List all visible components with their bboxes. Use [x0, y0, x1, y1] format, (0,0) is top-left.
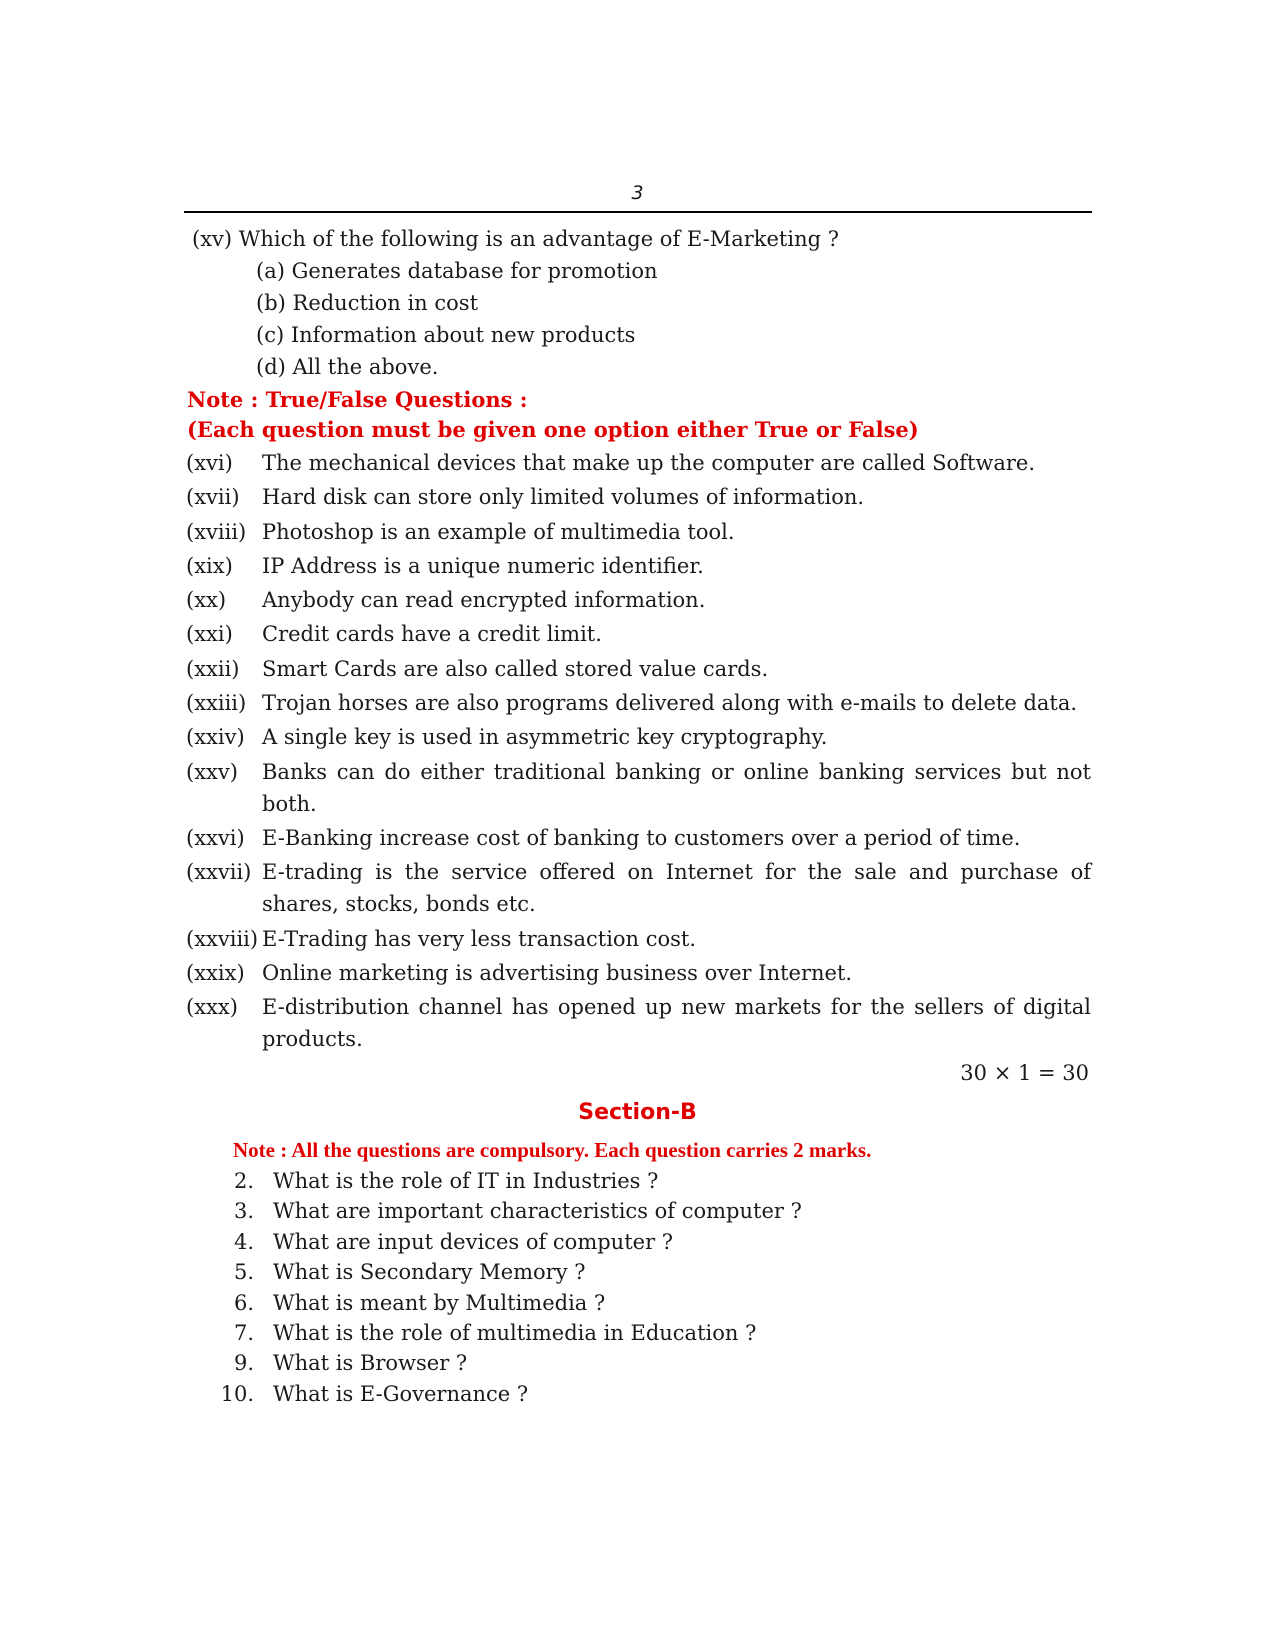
item-text: Online marketing is advertising business over Internet. [262, 960, 853, 985]
list-item [186, 618, 1091, 650]
list-item [186, 991, 1091, 1055]
option-b: (b) Reduction in cost [256, 291, 479, 315]
item-text: What is E-Governance ? [273, 1381, 529, 1406]
list-item [186, 822, 1091, 854]
item-text: What is Browser ? [273, 1351, 468, 1376]
item-number: (xxx) [186, 995, 238, 1020]
item-number: 9. [233, 1351, 254, 1376]
item-text: What is the role of IT in Industries ? [273, 1169, 659, 1193]
item-text: The mechanical devices that make up the computer are called Software. [262, 451, 1036, 475]
section-a-marks: 30 × 1 = 30 [960, 1061, 1089, 1085]
list-item [214, 1257, 802, 1287]
item-number: (xviii) [186, 519, 247, 544]
item-number: (xx) [186, 588, 227, 613]
list-item [214, 1379, 802, 1409]
item-number: 7. [233, 1320, 254, 1345]
list-item [186, 756, 1091, 820]
item-number: (xxii) [186, 656, 240, 681]
item-number: (xxvi) [186, 825, 245, 850]
list-item [186, 584, 1091, 616]
item-text: Banks can do either traditional banking or online banking services but not both. [262, 759, 1091, 816]
item-text: E-Trading has very less transaction cost. [262, 926, 697, 951]
item-text: What is meant by Multimedia ? [273, 1290, 606, 1315]
list-item [214, 1166, 802, 1196]
list-item [214, 1227, 802, 1257]
list-item [214, 1348, 802, 1378]
item-number: (xxi) [186, 622, 233, 647]
tf-note-heading: Note : True/False Questions : [187, 387, 528, 412]
item-number: (xxv) [186, 759, 238, 784]
list-item [186, 687, 1091, 719]
item-text: What is the role of multimedia in Education ? [273, 1320, 757, 1345]
item-text: Hard disk can store only limited volumes of information. [262, 485, 865, 510]
item-number: (xxviii) [186, 926, 259, 951]
item-number: 10. [220, 1381, 254, 1406]
list-item [186, 856, 1091, 920]
list-item [186, 721, 1091, 753]
item-text: E-distribution channel has opened up new markets for the sellers of digital products. [262, 995, 1091, 1052]
section-b-title: Section-B [578, 1100, 697, 1125]
item-text: Photoshop is an example of multimedia tool. [262, 519, 735, 544]
item-text: E-trading is the service offered on Internet for the sale and purchase of shares, stocks, bonds etc. [262, 860, 1091, 917]
true-false-list [186, 447, 1091, 1057]
list-item [186, 653, 1091, 685]
item-text: What are important characteristics of computer ? [273, 1199, 802, 1224]
list-item [186, 447, 1091, 479]
question-xv-title: (xv) Which of the following is an advantage of E-Marketing ? [192, 227, 839, 251]
item-number: (xix) [186, 553, 233, 578]
list-item [186, 957, 1091, 989]
item-text: Smart Cards are also called stored value cards. [262, 656, 769, 681]
list-item [186, 550, 1091, 582]
item-text: A single key is used in asymmetric key cryptography. [262, 725, 828, 750]
header-rule [184, 211, 1092, 213]
list-item [186, 481, 1091, 513]
item-text: What is Secondary Memory ? [273, 1260, 586, 1285]
option-c: (c) Information about new products [256, 323, 636, 347]
option-a: (a) Generates database for promotion [256, 259, 658, 283]
item-number: (xxiv) [186, 725, 245, 750]
item-number: (xvi) [186, 451, 233, 475]
item-text: Trojan horses are also programs delivered along with e-mails to delete data. [262, 691, 1078, 716]
tf-note-instruction: (Each question must be given one option either True or False) [187, 417, 919, 442]
item-number: 6. [233, 1290, 254, 1315]
section-b-question-list [214, 1166, 802, 1409]
item-number: (xxvii) [186, 860, 252, 885]
list-item [214, 1318, 802, 1348]
item-text: IP Address is a unique numeric identifier. [262, 553, 704, 578]
list-item [186, 923, 1091, 955]
item-number: 5. [233, 1260, 254, 1285]
item-number: 4. [233, 1229, 254, 1254]
item-number: (xvii) [186, 485, 240, 510]
item-number: 3. [233, 1199, 254, 1224]
list-item [214, 1288, 802, 1318]
section-b-note: Note : All the questions are compulsory. Each question carries 2 marks. [233, 1138, 872, 1162]
item-number: (xxiii) [186, 691, 247, 716]
option-d: (d) All the above. [256, 355, 439, 379]
item-text: Credit cards have a credit limit. [262, 622, 602, 647]
item-number: (xxix) [186, 960, 245, 985]
list-item [186, 516, 1091, 548]
page-number: 3 [631, 182, 644, 204]
item-text: What are input devices of computer ? [273, 1229, 674, 1254]
item-text: E-Banking increase cost of banking to customers over a period of time. [262, 825, 1021, 850]
item-number: 2. [233, 1169, 254, 1193]
question-xv-options [256, 255, 658, 383]
list-item [214, 1196, 802, 1226]
item-text: Anybody can read encrypted information. [262, 588, 706, 613]
